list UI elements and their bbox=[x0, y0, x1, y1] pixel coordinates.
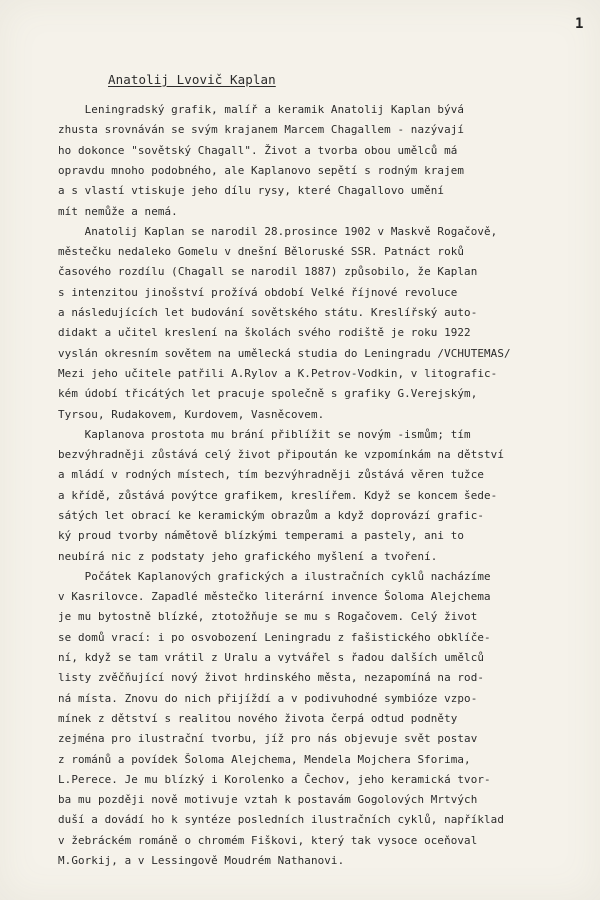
text-line: zhusta srovnáván se svým krajanem Marcem Chagallem - nazývají bbox=[58, 123, 465, 137]
text-line: v Kasrilovce. Zapadlé městečko literární invence Šoloma Alejchema bbox=[58, 590, 491, 604]
text-line: s intenzitou jinošství prožívá období Velké říjnové revoluce bbox=[58, 285, 458, 299]
page-number: 1 bbox=[575, 16, 584, 32]
text-line: sátých let obrací ke keramickým obrazům a když doprovází grafic- bbox=[58, 508, 485, 522]
text-line: časového rozdílu (Chagall se narodil 1887) způsobilo, že Kaplan bbox=[58, 265, 478, 279]
text-line: zejména pro ilustrační tvorbu, jíž pro nás objevuje svět postav bbox=[58, 732, 478, 746]
text-line: bezvýhradněji zůstává celý život připoután ke vzpomínkám na dětství bbox=[58, 448, 504, 462]
text-line: Mezi jeho učitele patřili A.Rylov a K.Petrov-Vodkin, v litografic- bbox=[58, 366, 498, 380]
text-line: Leningradský grafik, malíř a keramik Anatolij Kaplan bývá bbox=[58, 103, 465, 116]
text-line: neubírá nic z podstaty jeho grafického myšlení a tvoření. bbox=[58, 549, 438, 563]
text-line: duší a dovádí ho k syntéze posledních ilustračních cyklů, například bbox=[58, 813, 504, 827]
text-line: mínek z dětství s realitou nového života čerpá odtud podněty bbox=[58, 711, 458, 725]
text-line: kém údobí třicátých let pracuje společně s grafiky G.Verejským, bbox=[58, 387, 478, 401]
text-line: z románů a povídek Šoloma Alejchema, Mendela Mojchera Sforima, bbox=[58, 752, 471, 766]
text-line: Anatolij Kaplan se narodil 28.prosince 1902 v Maskvě Rogačově, bbox=[58, 224, 498, 238]
text-line: ba mu později nově motivuje vztah k postavám Gogolových Mrtvých bbox=[58, 793, 478, 807]
text-line: vyslán okresním sovětem na umělecká studia do Leningradu /VCHUTEMAS/ bbox=[58, 346, 511, 360]
text-line: ho dokonce "sovětský Chagall". Život a tvorba obou umělců má bbox=[58, 143, 458, 157]
text-line: mít nemůže a nemá. bbox=[58, 204, 178, 218]
text-line: v žebráckém románě o chromém Fiškovi, který tak vysoce oceňoval bbox=[58, 833, 478, 847]
text-line: a s vlastí vtiskuje jeho dílu rysy, které Chagallovo umění bbox=[58, 184, 445, 198]
text-line: se domů vrací: i po osvobození Leningradu z fašistického obklíče- bbox=[58, 630, 491, 644]
text-line: M.Gorkij, a v Lessingově Moudrém Nathanovi. bbox=[58, 854, 345, 867]
text-line: Kaplanova prostota mu brání přiblížit se novým -ismům; tím bbox=[58, 427, 471, 441]
text-line: ná místa. Znovu do nich přijíždí a v podivuhodné symbióze vzpo- bbox=[58, 691, 478, 705]
text-line: ký proud tvorby námětově blízkými temperami a pastely, ani to bbox=[58, 529, 465, 543]
text-line: a následujících let budování sovětského státu. Kreslířský auto- bbox=[58, 306, 478, 319]
text-line: Tyrsou, Rudakovem, Kurdovem, Vasněcovem. bbox=[58, 407, 325, 421]
text-line: a křídě, zůstává povýtce grafikem, kreslířem. Když se koncem šede- bbox=[58, 488, 498, 502]
text-line: městečku nedaleko Gomelu v dnešní Běloruské SSR. Patnáct roků bbox=[58, 245, 465, 259]
text-line: je mu bytostně blízké, ztotožňuje se mu s Rogačovem. Celý život bbox=[58, 610, 478, 624]
text-line: listy zvěčňující nový život hrdinského města, nezapomíná na rod- bbox=[58, 671, 485, 685]
text-line: ní, když se tam vrátil z Uralu a vytvářel s řadou dalších umělců bbox=[58, 651, 485, 664]
text-line: a mládí v rodných místech, tím bezvýhradněji zůstává věren tužce bbox=[58, 468, 485, 482]
text-line: L.Perece. Je mu blízký i Korolenko a Čechov, jeho keramická tvor- bbox=[58, 772, 491, 786]
document-title: Anatolij Lvovič Kaplan bbox=[108, 72, 276, 87]
text-line: opravdu mnoho podobného, ale Kaplanovo sepětí s rodným krajem bbox=[58, 163, 465, 177]
text-line: Počátek Kaplanových grafických a ilustračních cyklů nacházíme bbox=[58, 569, 491, 583]
text-line: didakt a učitel kreslení na školách svého rodiště je roku 1922 bbox=[58, 326, 471, 340]
